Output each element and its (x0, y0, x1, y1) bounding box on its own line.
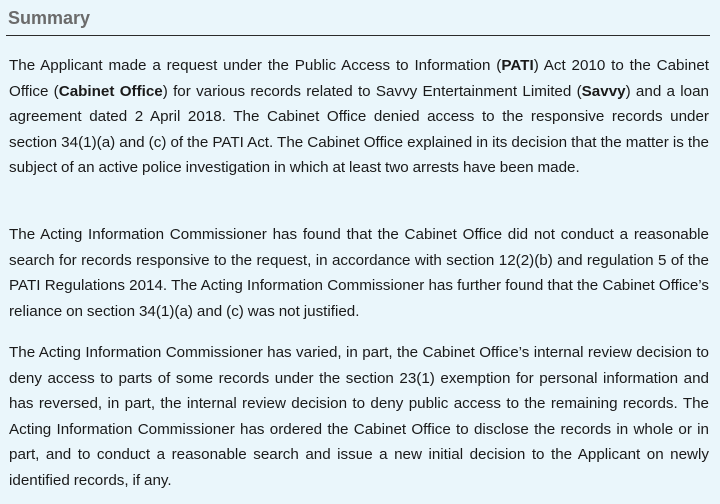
section-heading: Summary (8, 8, 91, 28)
summary-paragraph-1 (9, 53, 709, 181)
p1-text-4: ) and a loan agreement dated 2 April 2018. The Cabinet Office denied access to the responsive records under section 34(1)(a) and (c) of the PATI Act. The Cabinet Office explained in its decision that the matter is the subject of an active police investigation in which at least two arrests have been made. (9, 82, 709, 177)
summary-paragraph-2: The Acting Information Commissioner has found that the Cabinet Office did not conduct a reasonable search for records responsive to the request, in accordance with section 12(2)(b) and regulation 5 of the PATI Regulations 2014. The Acting Information Commissioner has further found that the Cabinet Office’s reliance on section 34(1)(a) and (c) was not justified. (9, 226, 709, 320)
p1-bold-savvy: Savvy (581, 82, 626, 100)
p1-bold-pati: PATI (501, 57, 534, 74)
heading-divider (6, 35, 710, 36)
p1-text-3: ) for various records related to Savvy Entertainment Limited ( (162, 82, 582, 100)
p1-bold-cabinet-office: Cabinet Office (58, 82, 163, 100)
p1-text-2: ) Act 2010 to the Cabinet Office ( (9, 57, 709, 100)
p1-text-1: The Applicant made a request under the Public Access to Information ( (9, 57, 502, 74)
summary-paragraph-3: The Acting Information Commissioner has varied, in part, the Cabinet Office’s internal review decision to deny access to parts of some records under the section 23(1) exemption for personal information and has reversed, in part, the internal review decision to deny public access to the remaining records. The Acting Information Commissioner has ordered the Cabinet Office to disclose the records in whole or in part, and to conduct a reasonable search and issue a new initial decision to the Applicant on newly identified records, if any. (9, 344, 709, 489)
